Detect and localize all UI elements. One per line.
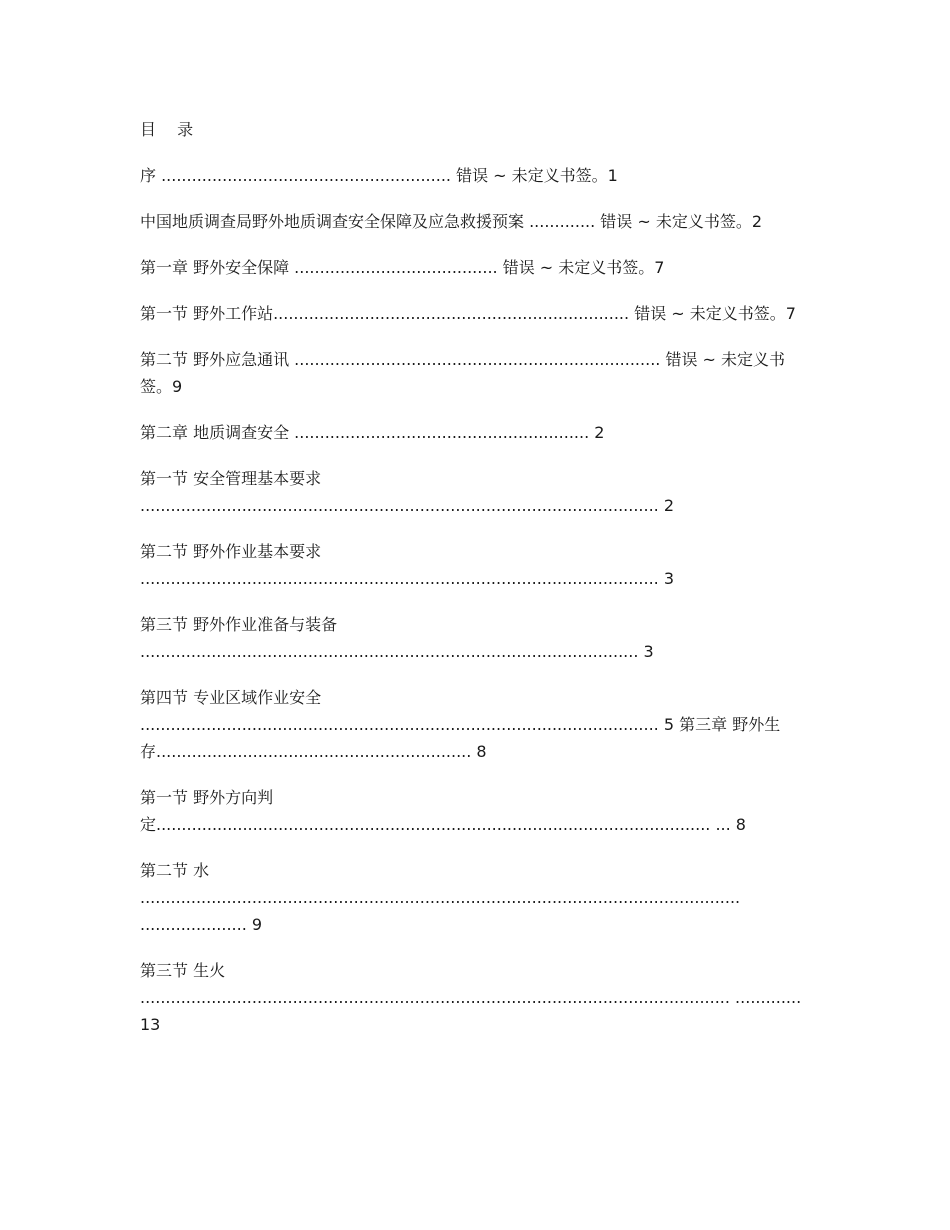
toc-entry-ch2-sec4-and-chapter-3[interactable]: 第四节 专业区域作业安全 ...................................................................................................... 5 第三章 野外生存.............................................................. 8 [140,688,781,761]
toc-entry-ch1-sec1[interactable]: 第一节 野外工作站...................................................................... 错误 ~ 未定义书签。7 [140,304,796,323]
toc-entry-chapter-2[interactable]: 第二章 地质调查安全 .......................................................... 2 [140,423,605,442]
toc-title: 目 录 [140,120,202,139]
toc-entry-ch2-sec2[interactable]: 第二节 野外作业基本要求 ...................................................................................................... 3 [140,542,675,588]
toc-entry-chapter-1[interactable]: 第一章 野外安全保障 ........................................ 错误 ~ 未定义书签。7 [140,258,665,277]
toc-entry-ch2-sec3[interactable]: 第三节 野外作业准备与装备 .................................................................................................. 3 [140,615,654,661]
toc-entry-ch3-sec3[interactable]: 第三节 生火 .................................................................................................................... ............. 13 [140,961,802,1034]
toc-entry-ch2-sec1[interactable]: 第一节 安全管理基本要求 ...................................................................................................... 2 [140,469,675,515]
toc-entry-preface[interactable]: 序 ......................................................... 错误 ~ 未定义书签。1 [140,166,618,185]
toc-entry-ch3-sec2[interactable]: 第二节 水 ...................................................................................................................... ..................... 9 [140,861,741,934]
toc-entry-ch3-sec1[interactable]: 第一节 野外方向判定............................................................................................................. ... 8 [140,788,746,834]
toc-page [140,116,810,1057]
toc-entry-emergency-plan[interactable]: 中国地质调查局野外地质调查安全保障及应急救援预案 ............. 错误 ~ 未定义书签。2 [140,212,763,231]
toc-entry-ch1-sec2[interactable]: 第二节 野外应急通讯 ........................................................................ 错误 ~ 未定义书签。9 [140,350,786,396]
